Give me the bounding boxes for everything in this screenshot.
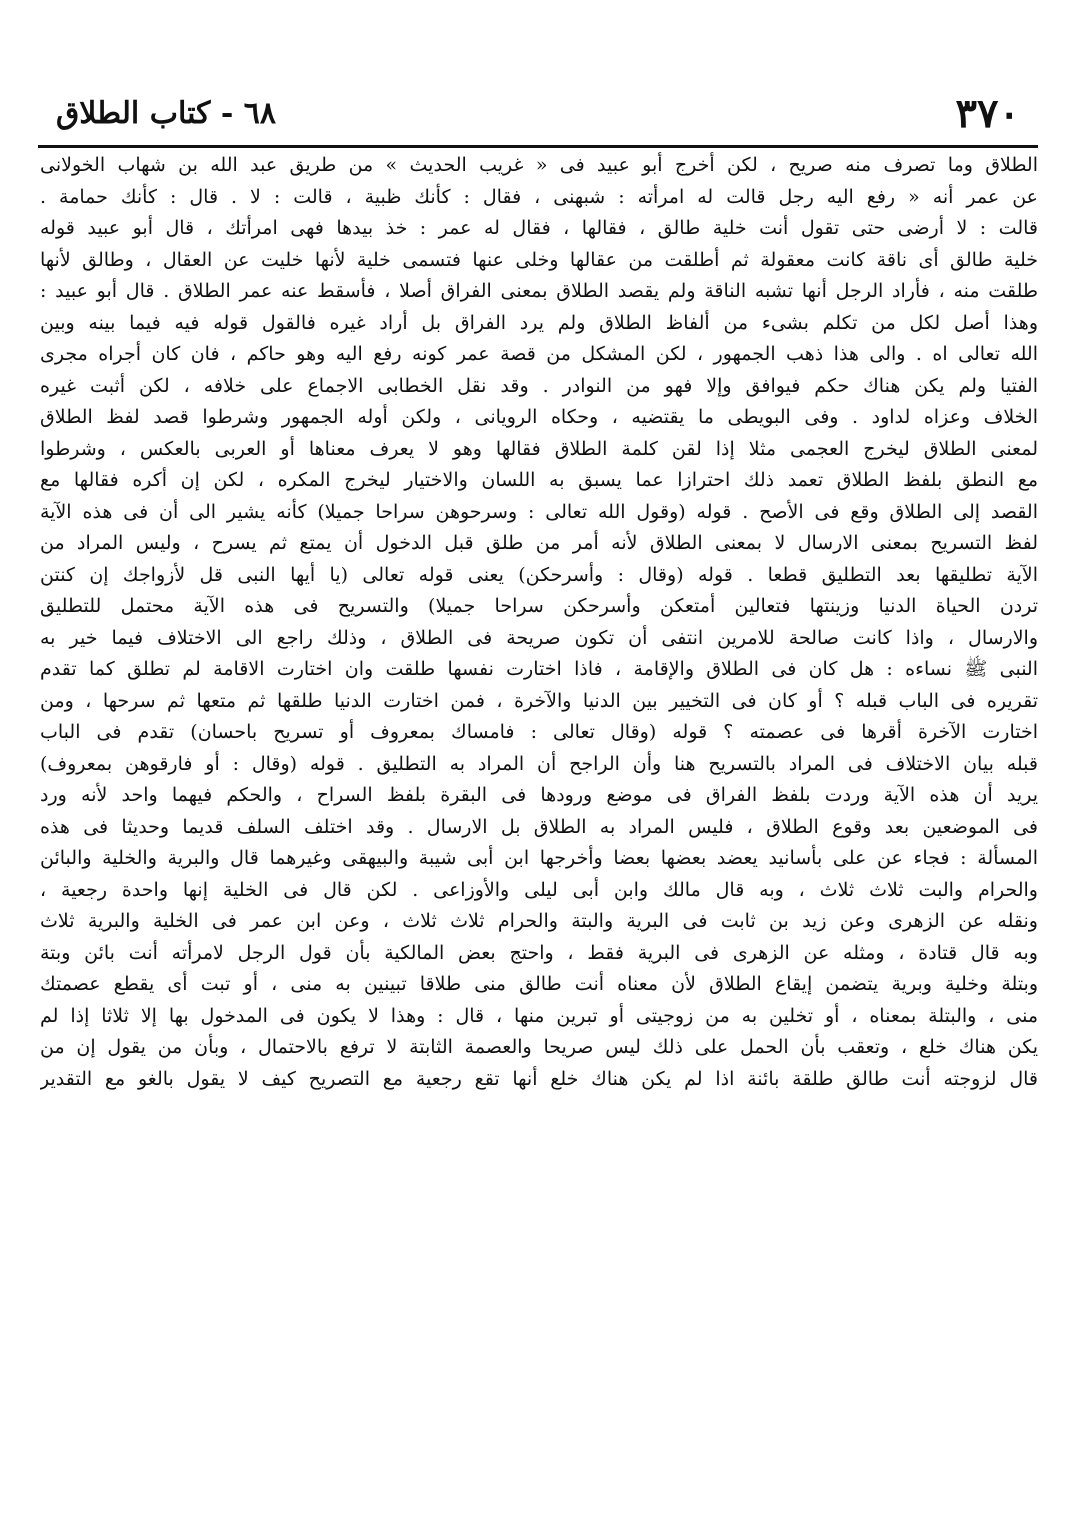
text-line: الله تعالى اه . والى هذا ذهب الجمهور ، لكن المشكل من قصة عمر كونه رفع اليه وهو حاكم ، فان كان أجراه مجرى bbox=[40, 343, 1038, 365]
text-line: والارسال ، واذا كانت صالحة للامرين انتفى أن تكون صريحة فى الطلاق ، وذلك راجع الى الاختلاف فيما خير به bbox=[40, 626, 1038, 649]
text-line: القصد إلى الطلاق وقع فى الأصح . قوله (وقول الله تعالى : وسرحوهن سراحا جميلا) كأنه يشير الى أن فى هذه الآية bbox=[40, 500, 1038, 523]
text-line: ونقله عن الزهرى وعن زيد بن ثابت فى البرية والبتة والحرام ثلاث ثلاث ، وعن ابن عمر فى الخلية والبرية ثلاث bbox=[40, 910, 1038, 932]
text-line: تردن الحياة الدنيا وزينتها فتعالين أمتعكن وأسرحكن سراحا جميلا) والتسريح فى هذه الآية محتمل للتطليق bbox=[40, 595, 1038, 617]
text-line: تقريره فى الباب قبله ؟ أو كان فى التخيير بين الدنيا والآخرة ، فمن اختارت الدنيا طلقها ثم متعها ثم سرحها ، ومن bbox=[40, 689, 1038, 712]
text-line: اختارت الآخرة أقرها فى عصمته ؟ قوله (وقال تعالى : فامساك بمعروف أو تسريح باحسان) تقدم فى الباب bbox=[40, 721, 1038, 743]
page-number: ٣٧٠ bbox=[955, 90, 1020, 137]
text-line: الطلاق وما تصرف منه صريح ، لكن أخرج أبو عبيد فى « غريب الحديث » من طريق عبد الله بن شهاب الخولانى bbox=[40, 154, 1038, 176]
text-line: والحرام والبت ثلاث ثلاث ، وبه قال مالك وابن أبى ليلى والأوزاعى . لكن قال فى الخلية إنها واحدة رجعية ، bbox=[40, 878, 1038, 901]
text-line: خلية طالق أى ناقة كانت معقولة ثم أطلقت من عقالها وخلى عنها فتسمى خلية لأنها خليت عن العقال ، وطالق لأنها bbox=[40, 248, 1038, 271]
header-rule bbox=[38, 145, 1038, 148]
body-text bbox=[40, 150, 1038, 1510]
text-line: الآية تطليقها بعد التطليق قطعا . قوله (وقال : وأسرحكن) يعنى قوله تعالى (يا أيها النبى قل لأزواجك إن كنتن bbox=[40, 563, 1038, 586]
chapter-title: ٦٨ - كتاب الطلاق bbox=[56, 96, 276, 131]
text-line: منى ، والبتلة بمعناه ، أو تخلين به من زوجيتى أو تبرين منها ، قال : وهذا لا يكون فى المدخول بها إلا ثلاثا إذا لم bbox=[40, 1004, 1038, 1027]
text-line: وهذا أصل لكل من تكلم بشىء من ألفاظ الطلاق ولم يرد الفراق بل أراد غيره فالقول قوله فيه فيما بينه وبين bbox=[40, 311, 1038, 334]
text-line: المسألة : فجاء عن على بأسانيد يعضد بعضها بعضا وأخرجها ابن أبى شيبة والبيهقى وغيرهما قال والبرية والخلية والبائن bbox=[40, 847, 1038, 869]
page-header bbox=[38, 88, 1040, 142]
text-line: النبى ﷺ نساءه : هل كان فى الطلاق والإقامة ، فاذا اختارت نفسها طلقت وان اختارت الاقامة لم تطلق كما تقدم bbox=[40, 658, 1038, 680]
text-line: وبه قال قتادة ، ومثله عن الزهرى فى البرية فقط ، واحتج بعض المالكية بأن قول الرجل لامرأته أنت بائن وبتة bbox=[40, 941, 1038, 964]
text-line: عن عمر أنه « رفع اليه رجل قالت له امرأته : شبهنى ، فقال : كأنك ظبية ، قالت : لا . قال : كأنك حمامة . bbox=[40, 185, 1038, 208]
text-line: مع النطق بلفظ الطلاق تعمد ذلك احترازا عما يسبق به اللسان والاختيار ليخرج المكره ، لكن إن أكره فقالها مع bbox=[40, 469, 1038, 491]
text-line: الخلاف وعزاه لداود . وفى البويطى ما يقتضيه ، وحكاه الرويانى ، ولكن أوله الجمهور وشرطوا قصد لفظ الطلاق bbox=[40, 406, 1038, 428]
text-line: لفظ التسريح بمعنى الارسال لا بمعنى الطلاق لأنه أمر من طلق قبل الدخول أن يمتع ثم يسرح ، وليس المراد من bbox=[40, 532, 1038, 554]
text-line: قال لزوجته أنت طالق طلقة بائنة اذا لم يكن هناك خلع أنها تقع رجعية مع التصريح كيف لا يقول بالغو مع التقدير bbox=[40, 1067, 1038, 1090]
text-line: يريد أن هذه الآية وردت بلفظ الفراق فى موضع ورودها فى البقرة بلفظ السراح ، والحكم فيهما واحد لأنه ورد bbox=[40, 784, 1038, 806]
text-line: فى الموضعين بعد وقوع الطلاق ، فليس المراد به الطلاق بل الارسال . وقد اختلف السلف قديما وحديثا فى هذه bbox=[40, 815, 1038, 838]
text-line: الفتيا ولم يكن هناك حكم فيوافق وإلا فهو من النوادر . وقد نقل الخطابى الاجماع على خلافه ، لكن أثبت غيره bbox=[40, 374, 1038, 397]
text-line: يكن هناك خلع ، وتعقب بأن الحمل على ذلك ليس صريحا والعصمة الثابتة لا ترفع بالاحتمال ، وبأن من يقول إن من bbox=[40, 1036, 1038, 1058]
text-line: قبله بيان الاختلاف فى المراد بالتسريح هنا وأن الراجح أن المراد به التطليق . قوله (وقال : أو فارقوهن بمعروف) bbox=[40, 752, 1038, 775]
text-line: لمعنى الطلاق ليخرج العجمى مثلا إذا لقن كلمة الطلاق فقالها وهو لا يعرف معناها أو العربى بالعكس ، وشرطوا bbox=[40, 437, 1038, 460]
text-line: قالت : لا أرضى حتى تقول أنت خلية طالق ، فقالها ، فقال له عمر : خذ بيدها فهى امرأتك ، قال أبو عبيد قوله bbox=[40, 217, 1038, 239]
text-line: طلقت منه ، فأراد الرجل أنها تشبه الناقة ولم يقصد الطلاق بمعنى الفراق أصلا ، فأسقط عنه عمر الطلاق . قال أبو عبيد : bbox=[40, 280, 1038, 302]
text-line: وبتلة وخلية وبرية يتضمن إيقاع الطلاق لأن معناه أنت طالق منى طلاقا تبينين به منى ، أو تبت أى يقطع عصمتك bbox=[40, 973, 1038, 995]
